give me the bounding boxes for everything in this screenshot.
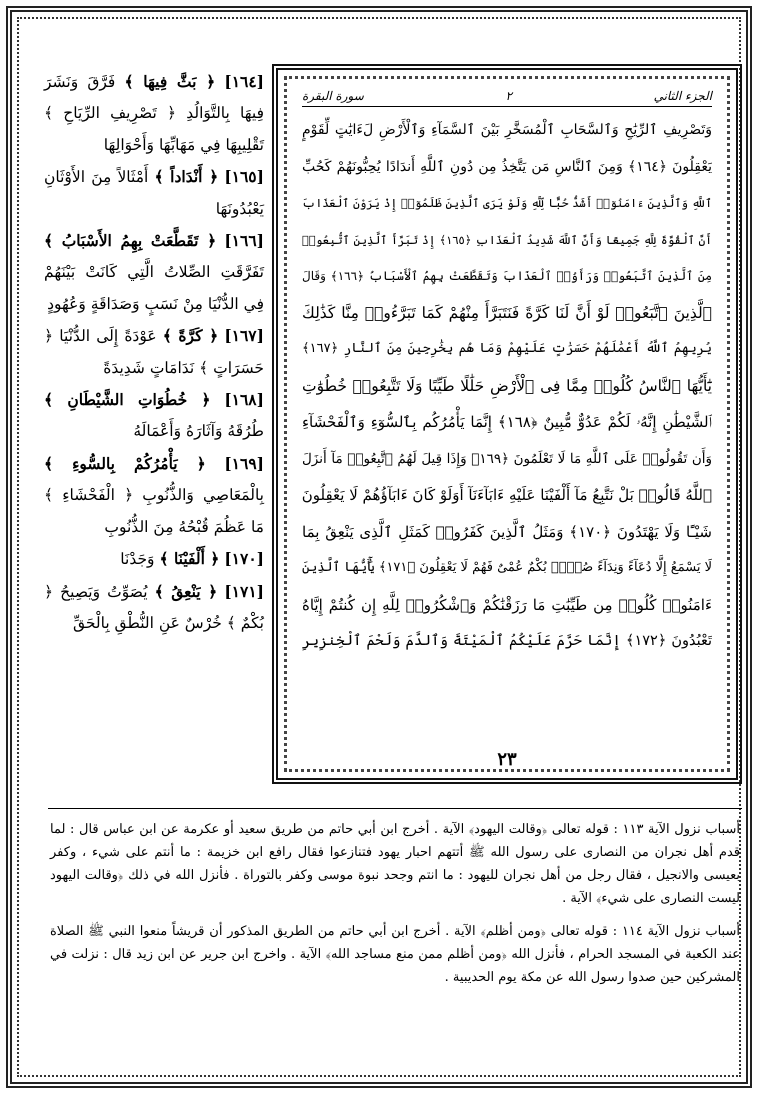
quran-line: وَتَصْرِيفِ ٱلرِّيَٰحِ وَٱلسَّحَابِ ٱلْمُسَخَّرِ بَيْنَ ٱلسَّمَآءِ وَٱلْأَرْضِ لَءَايَٰتٍ لِّقَوْمٍ (302, 122, 712, 138)
gloss-entry (44, 225, 264, 320)
page-number: ٢٣ (497, 749, 517, 770)
gloss-meaning: بِالْمَعَاصِي وَالذُّنُوبِ ﴿ الْفَحْشَاءِ ﴾ مَا عَظُمَ قُبْحُهُ مِنَ الذُّنُوبِ (44, 486, 264, 536)
gloss-meaning: طُرُقَهُ وَآثَارَهُ وَأَعْمَالَهُ (133, 422, 264, 441)
gloss-verse-number: [١٦٩] (224, 453, 264, 473)
quran-line: يَعْقِلُونَ ﴿١٦٤﴾ وَمِنَ ٱلنَّاسِ مَن يَتَّخِذُ مِن دُونِ ٱللَّهِ أَندَادًا يُحِبُّونَهُمْ كَحُبِّ (302, 158, 712, 175)
quran-line: شَيْـًٔا وَلَا يَهْتَدُونَ ﴿١٧٠﴾ وَمَثَلُ ٱلَّذِينَ كَفَرُوا۟ كَمَثَلِ ٱلَّذِى يَنْعِقُ بِمَا (302, 522, 712, 541)
gloss-meaning: تَفَرَّقَتِ الصِّلاتُ الَّتِي كَانَتْ بَيْنَهُمْ فِي الدُّنْيَا مِنْ نَسَبٍ وَصَدَاقَةٍ وَعُهُودٍ (44, 263, 264, 313)
gloss-entry (44, 448, 264, 543)
quran-line: تَعْبُدُونَ ﴿١٧٢﴾ إِنَّمَا حَرَّمَ عَلَيْكُمُ ٱلْمَيْتَةَ وَٱلدَّمَ وَلَحْمَ ٱلْخِنزِيرِ (302, 633, 712, 649)
quran-line: يَٰٓأَيُّهَا ٱلنَّاسُ كُلُوا۟ مِمَّا فِى ٱلْأَرْضِ حَلَٰلًا طَيِّبًا وَلَا تَتَّبِعُوا۟ خُطُوَٰتِ (302, 376, 712, 395)
gloss-term: ﴿ بَثَّ فِيهَا ﴾ (124, 72, 216, 91)
gloss-verse-number: [١٦٨] (224, 390, 264, 410)
part-label: الجزء الثاني (653, 89, 712, 103)
gloss-meaning: يُصَوِّتُ وَيَصِيحُ ﴿ بُكْمٌ ﴾ خُرْسٌ عَنِ النُّطْقِ بِالْحَقِّ (44, 582, 264, 632)
gloss-term: ﴿ أَلْفَيْنَا ﴾ (159, 549, 220, 569)
gloss-term: ﴿ يَأْمُرُكُمْ بِالسُّوءِ ﴾ (44, 453, 206, 473)
header-separator: ٢ (505, 89, 512, 103)
footnotes (50, 818, 740, 999)
gloss-meaning: فَرَّقَ وَنَشَرَ فِيهَا بِالتَّوَالُدِ ﴿ تَصْرِيفِ الرِّيَاحِ ﴾ تَقْلِيبِهَا فِي مَهَابِّهَا وَأَحْوَالِهَا (44, 73, 264, 154)
quran-lines (302, 112, 712, 732)
quran-line: ٱلَّذِينَ ٱتَّبَعُوا۟ لَوْ أَنَّ لَنَا كَرَّةً فَنَتَبَرَّأَ مِنْهُمْ كَمَا تَبَرَّءُوا۟ مِنَّا كَذَٰلِكَ (302, 303, 712, 322)
gloss-verse-number: [١٦٥] (224, 167, 264, 187)
gloss-term: ﴿ أَنْدَاداً ﴾ (154, 167, 219, 187)
gloss-entry (44, 576, 264, 640)
footnote-divider (48, 808, 742, 809)
gloss-meaning: وَجَدْنَا (120, 550, 155, 569)
quran-line: ٱللَّهِ وَٱلَّذِينَ ءَامَنُوٓا۟ أَشَدُّ حُبًّا لِّلَّهِ وَلَوْ يَرَى ٱلَّذِينَ ظَلَمُوٓا۟ إِذْ يَرَوْنَ ٱلْعَذَابَ (302, 196, 712, 210)
quran-line: وَأَن تَقُولُوا۟ عَلَى ٱللَّهِ مَا لَا تَعْلَمُونَ ﴿١٦٩﴾ وَإِذَا قِيلَ لَهُمُ ٱتَّبِعُوا۟ مَآ أَنزَلَ (302, 450, 712, 467)
gloss-verse-number: [١٦٤] (224, 72, 265, 91)
gloss-entry (44, 543, 264, 575)
gloss-verse-number: [١٦٧] (224, 326, 264, 346)
gloss-meaning: أَمْثَالاً مِنَ الأَوْثَانِ يَعْبُدُونَهَا (44, 168, 264, 218)
gloss-verse-number: [١٧١] (224, 581, 264, 601)
quran-line: يُرِيهِمُ ٱللَّهُ أَعْمَٰلَهُمْ حَسَرَٰتٍ عَلَيْهِمْ وَمَا هُم بِخَٰرِجِينَ مِنَ ٱلنَّارِ ﴿١٦٧﴾ (302, 341, 712, 356)
gloss-term: ﴿ تَقَطَّعَتْ بِهِمُ الأَسْبَابُ ﴾ (44, 231, 217, 251)
quran-line: أَنَّ ٱلْقُوَّةَ لِلَّهِ جَمِيعًا وَأَنَّ ٱللَّهَ شَدِيدُ ٱلْعَذَابِ ﴿١٦٥﴾ إِذْ تَبَرَّأَ ٱلَّذِينَ ٱتُّبِعُوا۟ (302, 232, 712, 247)
gloss-term: ﴿ خُطُوَاتِ الشَّيْطَانِ ﴾ (44, 390, 211, 410)
quran-text-frame (272, 64, 742, 784)
gloss-entry (44, 384, 264, 448)
gloss-entry (44, 161, 264, 225)
footnote-paragraph: أسباب نزول الآية ١١٤ : قوله تعالى ﴿ومن أظلم﴾ الآية . أخرج ابن أبي حاتم من الطريق المذكور أن قريشاً منعوا النبي ﷺ الصلاة عند الكعبة في المسجد الحرام ، فأنزل الله ﴿ومن أظلم ممن منع مساجد الله﴾ الآية . واخرج ابن جرير عن ابن زيد قال : نزلت في المشركين حين صدوا رسول الله عن مكة يوم الحديبية . (50, 924, 740, 985)
gloss-meaning: عَوْدَةً إِلَى الدُّنْيَا ﴿ حَسَرَاتٍ ﴾ نَدَامَاتٍ شَدِيدَةً (44, 327, 264, 377)
gloss-term: ﴿ يَنْعِقُ ﴾ (154, 581, 218, 601)
surah-label: سورة البقرة (302, 89, 364, 103)
quran-line: ٱللَّهُ قَالُوا۟ بَلْ نَتَّبِعُ مَآ أَلْفَيْنَا عَلَيْهِ ءَابَآءَنَآ أَوَلَوْ كَانَ ءَابَآؤُهُمْ لَا يَعْقِلُونَ (302, 486, 712, 504)
quran-line: لَا يَسْمَعُ إِلَّا دُعَآءً وَنِدَآءً صُمٌّۢ بُكْمٌ عُمْىٌ فَهُمْ لَا يَعْقِلُونَ ﴿١٧١﴾ يَٰٓأَيُّهَا ٱلَّذِينَ (302, 560, 712, 575)
quran-line: مِنَ ٱلَّذِينَ ٱتَّبَعُوا۟ وَرَأَوُا۟ ٱلْعَذَابَ وَتَقَطَّعَتْ بِهِمُ ٱلْأَسْبَابُ ﴿١٦٦﴾ وَقَالَ (302, 269, 712, 283)
running-header (302, 86, 712, 107)
gloss-entry (44, 66, 264, 161)
quran-line: ٱلشَّيْطَٰنِ إِنَّهُۥ لَكُمْ عَدُوٌّ مُّبِينٌ ﴿١٦٨﴾ إِنَّمَا يَأْمُرُكُم بِٱلسُّوٓءِ وَٱلْفَحْشَآءِ (302, 413, 712, 431)
gloss-verse-number: [١٧٠] (224, 549, 264, 569)
quran-inner (302, 86, 712, 770)
footnote-paragraph: أسباب نزول الآية ١١٣ : قوله تعالى ﴿وقالت اليهود﴾ الآية . أخرج ابن أبي حاتم من طريق سعيد أو عكرمة عن ابن عباس قال : لما قدم أهل نجران من النصارى على رسول الله ﷺ أتتهم احبار يهود فتنازعوا فقال رافع ابن خزيمة : ما أنتم على شيء ، وكفر بعيسى والانجيل ، فقال رجل من أهل نجران لليهود : ما انتم وجحد نبوة موسى وكفر بالتوراة . فأنزل الله في ذلك ﴿وقالت اليهود ليست النصارى على شيء﴾ الآية . (50, 822, 740, 906)
gloss-entry (44, 320, 264, 384)
glossary-column (44, 66, 264, 786)
gloss-term: ﴿ كَرَّةً ﴾ (162, 326, 219, 346)
quran-line: ءَامَنُوا۟ كُلُوا۟ مِن طَيِّبَٰتِ مَا رَزَقْنَٰكُمْ وَٱشْكُرُوا۟ لِلَّهِ إِن كُنتُمْ إِيَّاهُ (302, 595, 712, 614)
gloss-verse-number: [١٦٦] (224, 231, 264, 251)
